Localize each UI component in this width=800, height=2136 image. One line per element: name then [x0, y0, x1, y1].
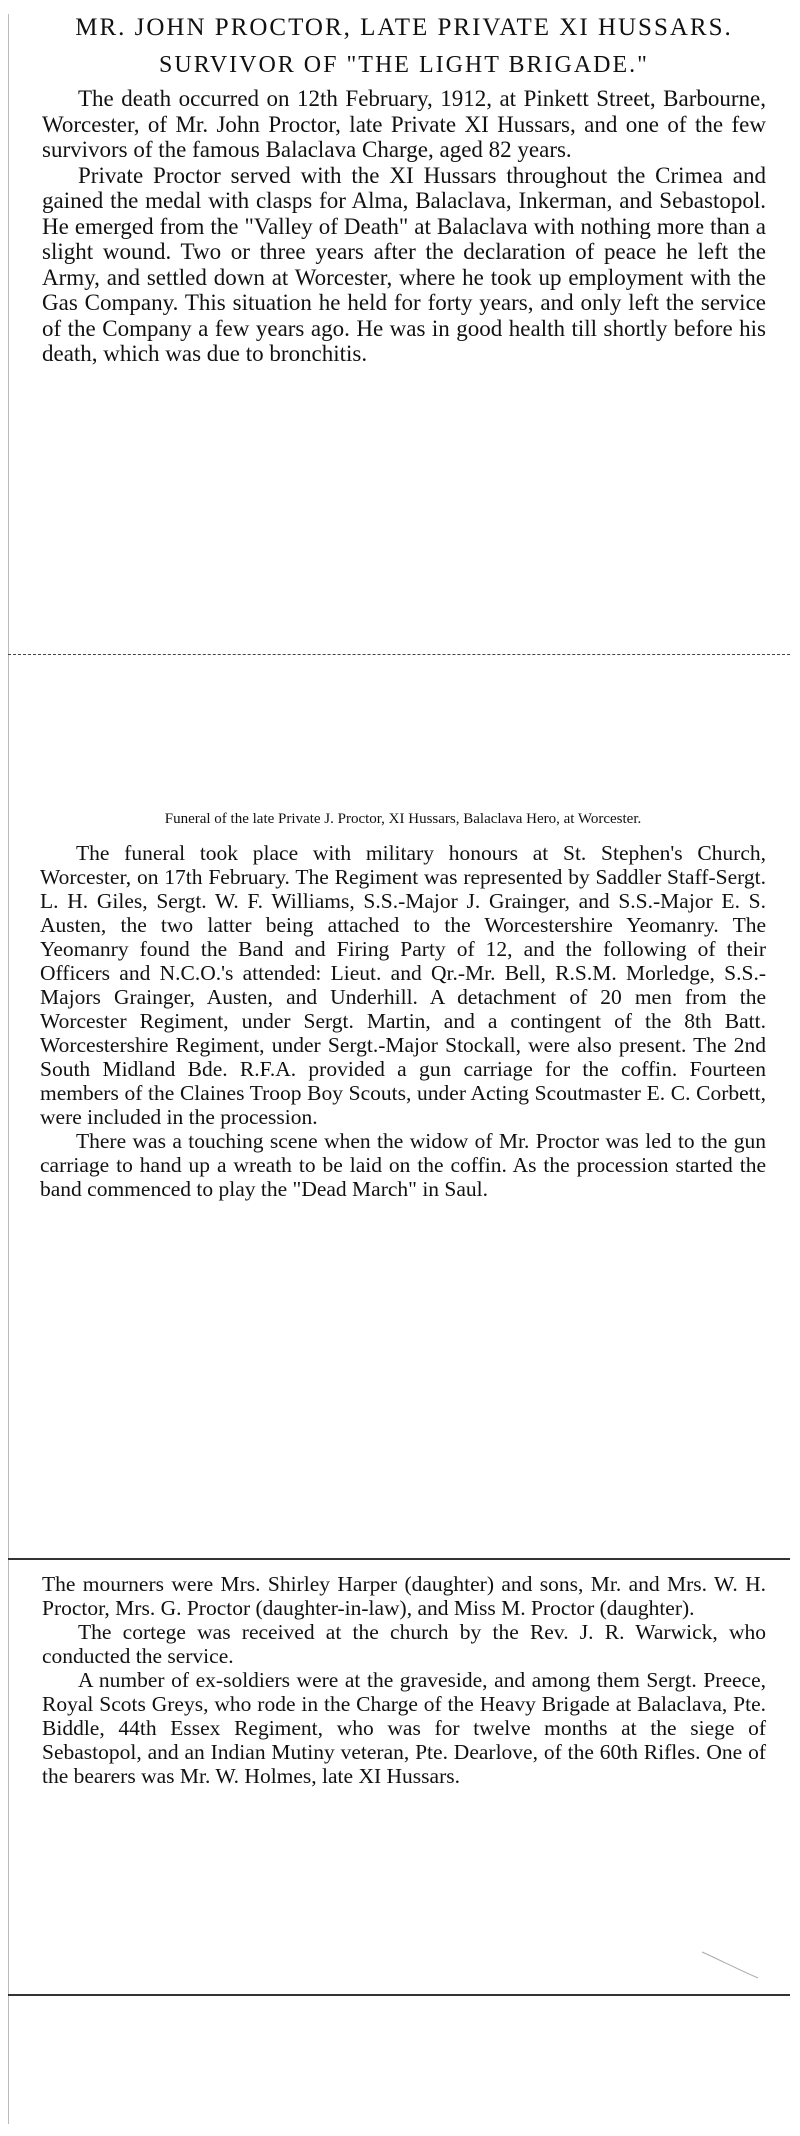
clipping-divider-rule	[8, 1558, 790, 1560]
obituary-paragraph: Private Proctor served with the XI Hussars throughout the Crimea and gained the medal with clasps for Alma, Balaclava, Inkerman, and Sebastopol. He emerged from the "Valley of Death" at Balaclava with nothing more than a slight wound. Two or three years after the declaration of peace he left the Army, and settled down at Worcester, where he took up employment with the Gas Company. This situation he held for forty years, and only left the service of the Company a few years ago. He was in good health till shortly before his death, which was due to bronchitis.	[42, 162, 766, 366]
clipping-bottom-rule	[8, 654, 790, 655]
obituary-clipping	[0, 14, 800, 664]
funeral-headline: Funeral of the late Private J. Proctor, XI Hussars, Balaclava Hero, at Worcester.	[164, 811, 642, 827]
obituary-headline: MR. JOHN PROCTOR, LATE PRIVATE XI HUSSARS.	[75, 14, 733, 41]
mourners-paragraph: The cortege was received at the church by the Rev. J. R. Warwick, who conducted the service.	[42, 1620, 766, 1668]
mourners-paragraph: The mourners were Mrs. Shirley Harper (daughter) and sons, Mr. and Mrs. W. H. Proctor, Mrs. G. Proctor (daughter-in-law), and Miss M. Proctor (daughter).	[42, 1572, 766, 1620]
obituary-subheadline: SURVIVOR OF "THE LIGHT BRIGADE."	[159, 52, 649, 78]
obituary-paragraph: The death occurred on 12th February, 1912, at Pinkett Street, Barbourne, Worcester, of Mr. John Proctor, late Private XI Hussars, and one of the few survivors of the famous Balaclava Charge, aged 82 years.	[42, 86, 766, 162]
funeral-paragraph: The funeral took place with military honours at St. Stephen's Church, Worcester, on 17th February. The Regiment was represented by Saddler Staff-Sergt. L. H. Giles, Sergt. W. F. Williams, S.S.-Major J. Grainger, and S.S.-Major E. S. Austen, the two latter being attached to the Worcestershire Yeomanry. The Yeomanry found the Band and Firing Party of 12, and the following of their Officers and N.C.O.'s attended: Lieut. and Qr.-Mr. Bell, R.S.M. Morledge, S.S.-Majors Grainger, Austen, and Underhill. A detachment of 20 men from the Worcester Regiment, under Sergt. Martin, and a contingent of the 8th Batt. Worcestershire Regiment, under Sergt.-Major Stockall, were also present. The 2nd South Midland Bde. R.F.A. provided a gun carriage for the coffin. Fourteen members of the Claines Troop Boy Scouts, under Acting Scoutmaster E. C. Corbett, were included in the procession.	[40, 841, 766, 1129]
paper-scratch-mark	[700, 1950, 760, 1980]
funeral-clipping	[0, 810, 800, 1570]
clipping-bottom-rule	[8, 1994, 790, 1996]
mourners-clipping	[0, 1572, 800, 1998]
mourners-paragraph: A number of ex-soldiers were at the graveside, and among them Sergt. Preece, Royal Scots Greys, who rode in the Charge of the Heavy Brigade at Balaclava, Pte. Biddle, 44th Essex Regiment, who was for twelve months at the siege of Sebastopol, and an Indian Mutiny veteran, Pte. Dearlove, of the 60th Rifles. One of the bearers was Mr. W. Holmes, late XI Hussars.	[42, 1668, 766, 1788]
funeral-paragraph: There was a touching scene when the widow of Mr. Proctor was led to the gun carriage to hand up a wreath to be laid on the coffin. As the procession started the band commenced to play the "Dead March" in Saul.	[40, 1129, 766, 1201]
